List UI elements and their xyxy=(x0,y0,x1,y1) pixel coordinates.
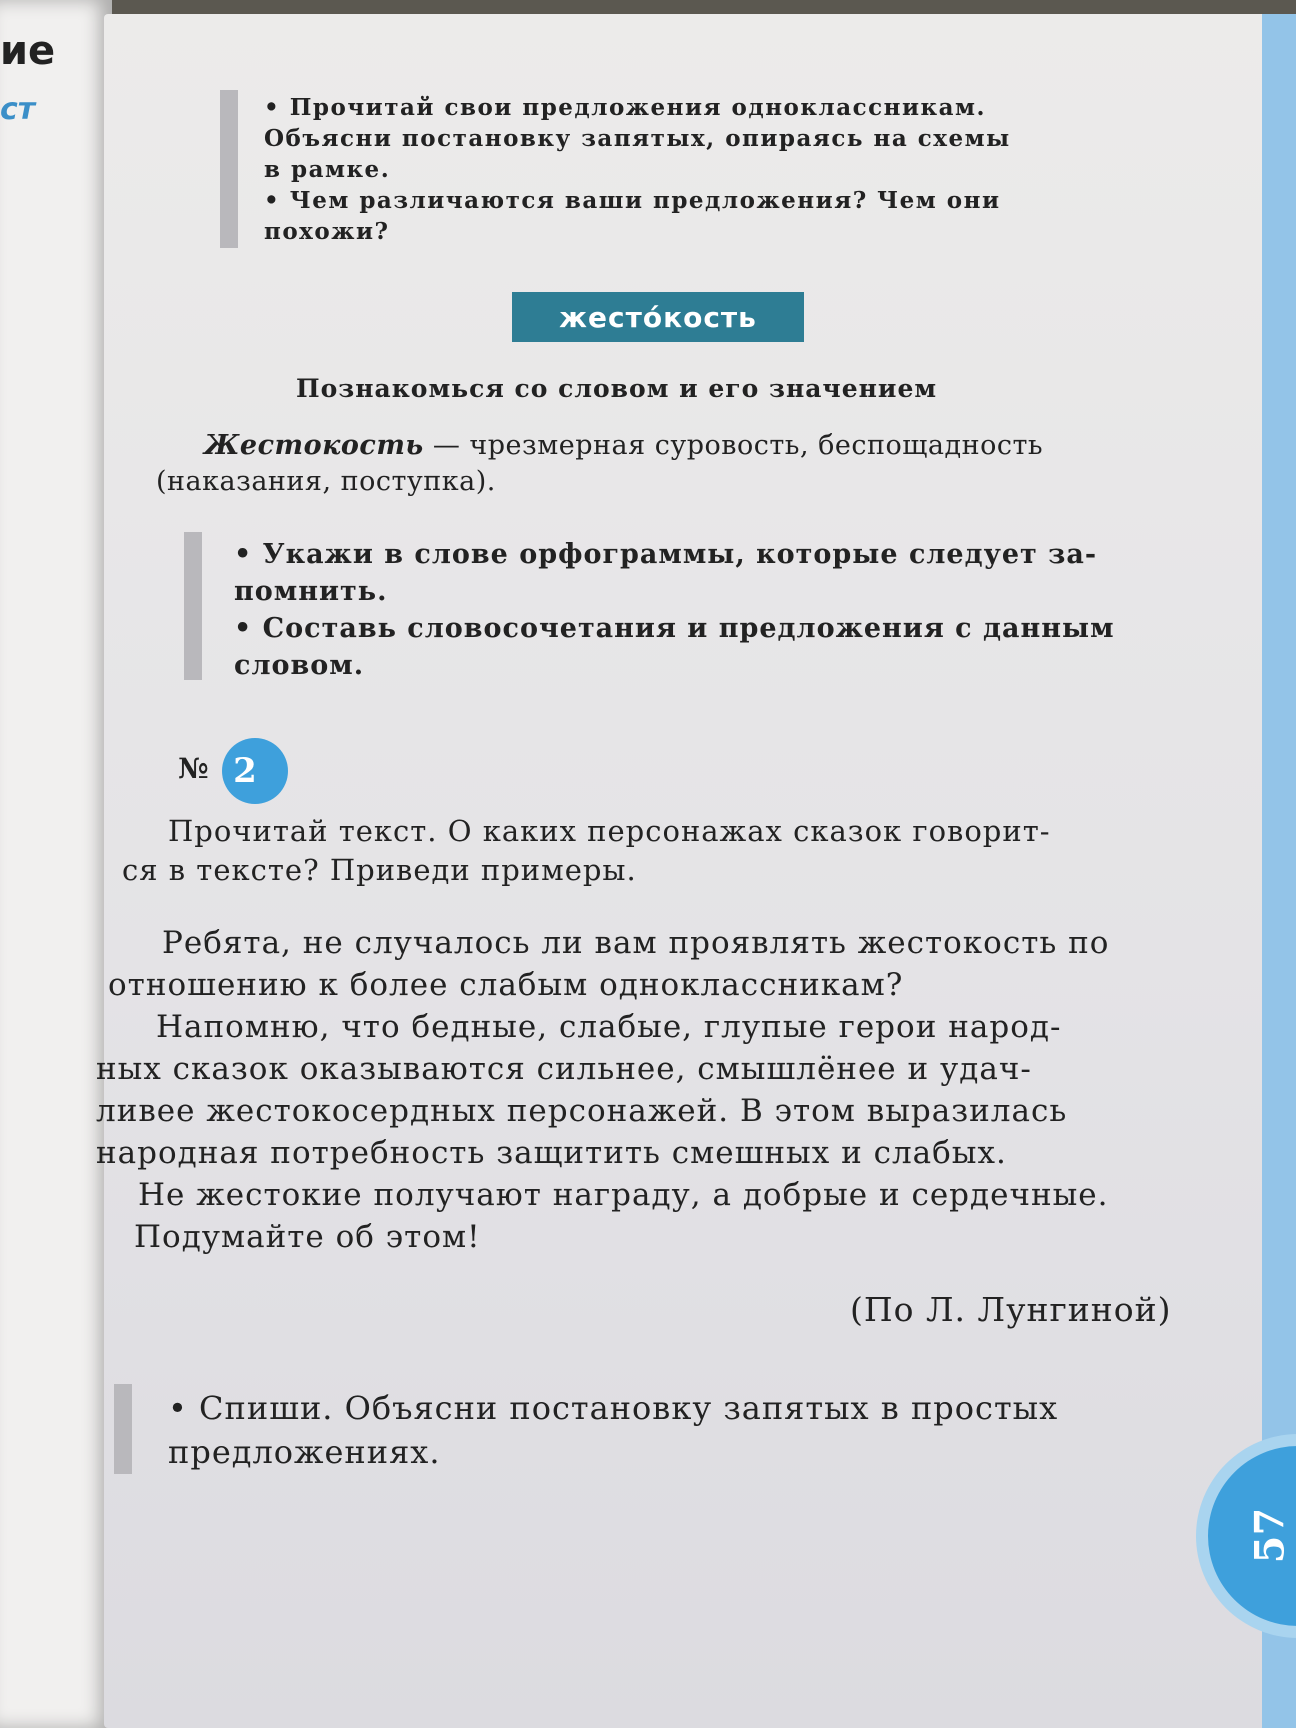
text-attribution: (По Л. Лунгиной) xyxy=(850,1290,1172,1329)
main-text xyxy=(96,922,1109,1258)
instruction-line: ся в тексте? Приведи примеры. xyxy=(122,853,637,887)
vocab-subheading: Познакомься со словом и его значением xyxy=(296,374,938,403)
task-line: предложениях. xyxy=(168,1433,441,1471)
task-block-2 xyxy=(234,536,1115,684)
prev-page-text-fragment: ст xyxy=(0,92,36,127)
text-line: Подумайте об этом! xyxy=(134,1219,481,1255)
task-line: • Спиши. Объясни постановку запятых в простых xyxy=(168,1389,1059,1427)
vocab-word-heading: жестóкость xyxy=(512,292,804,342)
text-line: отношению к более слабым одноклассникам? xyxy=(108,967,904,1003)
exercise-instruction xyxy=(122,812,1051,890)
instruction-line: Прочитай текст. О каких персонажах сказок говорит- xyxy=(168,814,1051,848)
text-line: Ребята, не случалось ли вам проявлять жестокость по xyxy=(162,925,1110,961)
task-block-1 xyxy=(264,92,1011,247)
text-line: ливее жестокосердных персонажей. В этом выразилась xyxy=(96,1093,1068,1129)
task-line: похожи? xyxy=(264,218,390,245)
prev-page-text-fragment: ие xyxy=(0,28,56,74)
vocab-term: Жестокость xyxy=(204,430,424,461)
task-line: словом. xyxy=(234,650,365,681)
text-line: Не жестокие получают награду, а добрые и сердечные. xyxy=(138,1177,1109,1213)
text-line: Напомню, что бедные, слабые, глупые герои народ- xyxy=(156,1009,1062,1045)
vocab-definition-text: (наказания, поступка). xyxy=(156,466,496,497)
task-line: Объясни постановку запятых, опираясь на схемы xyxy=(264,125,1011,152)
text-line: народная потребность защитить смешных и слабых. xyxy=(96,1135,1007,1171)
task-line: помнить. xyxy=(234,576,388,607)
task-marker-bar xyxy=(184,532,202,680)
task-line: в рамке. xyxy=(264,156,391,183)
exercise-number-badge: 2 xyxy=(222,738,288,804)
task-line: • Прочитай свои предложения одноклассникам. xyxy=(264,94,987,121)
vocab-definition xyxy=(156,428,1043,500)
task-line: • Чем различаются ваши предложения? Чем они xyxy=(264,187,1001,214)
task-line: • Составь словосочетания и предложения с данным xyxy=(234,613,1115,644)
previous-page-edge xyxy=(0,0,112,1728)
task-line: • Укажи в слове орфограммы, которые следует за- xyxy=(234,539,1098,570)
task-block-3 xyxy=(168,1386,1058,1474)
vocab-definition-text: — чрезмерная суровость, беспощадность xyxy=(432,430,1044,461)
page-number: 57 xyxy=(1246,1507,1294,1564)
task-marker-bar xyxy=(220,90,238,248)
text-line: ных сказок оказываются сильнее, смышлёнее и удач- xyxy=(96,1051,1032,1087)
exercise-number-sign: № xyxy=(178,752,209,785)
task-marker-bar xyxy=(114,1384,132,1474)
